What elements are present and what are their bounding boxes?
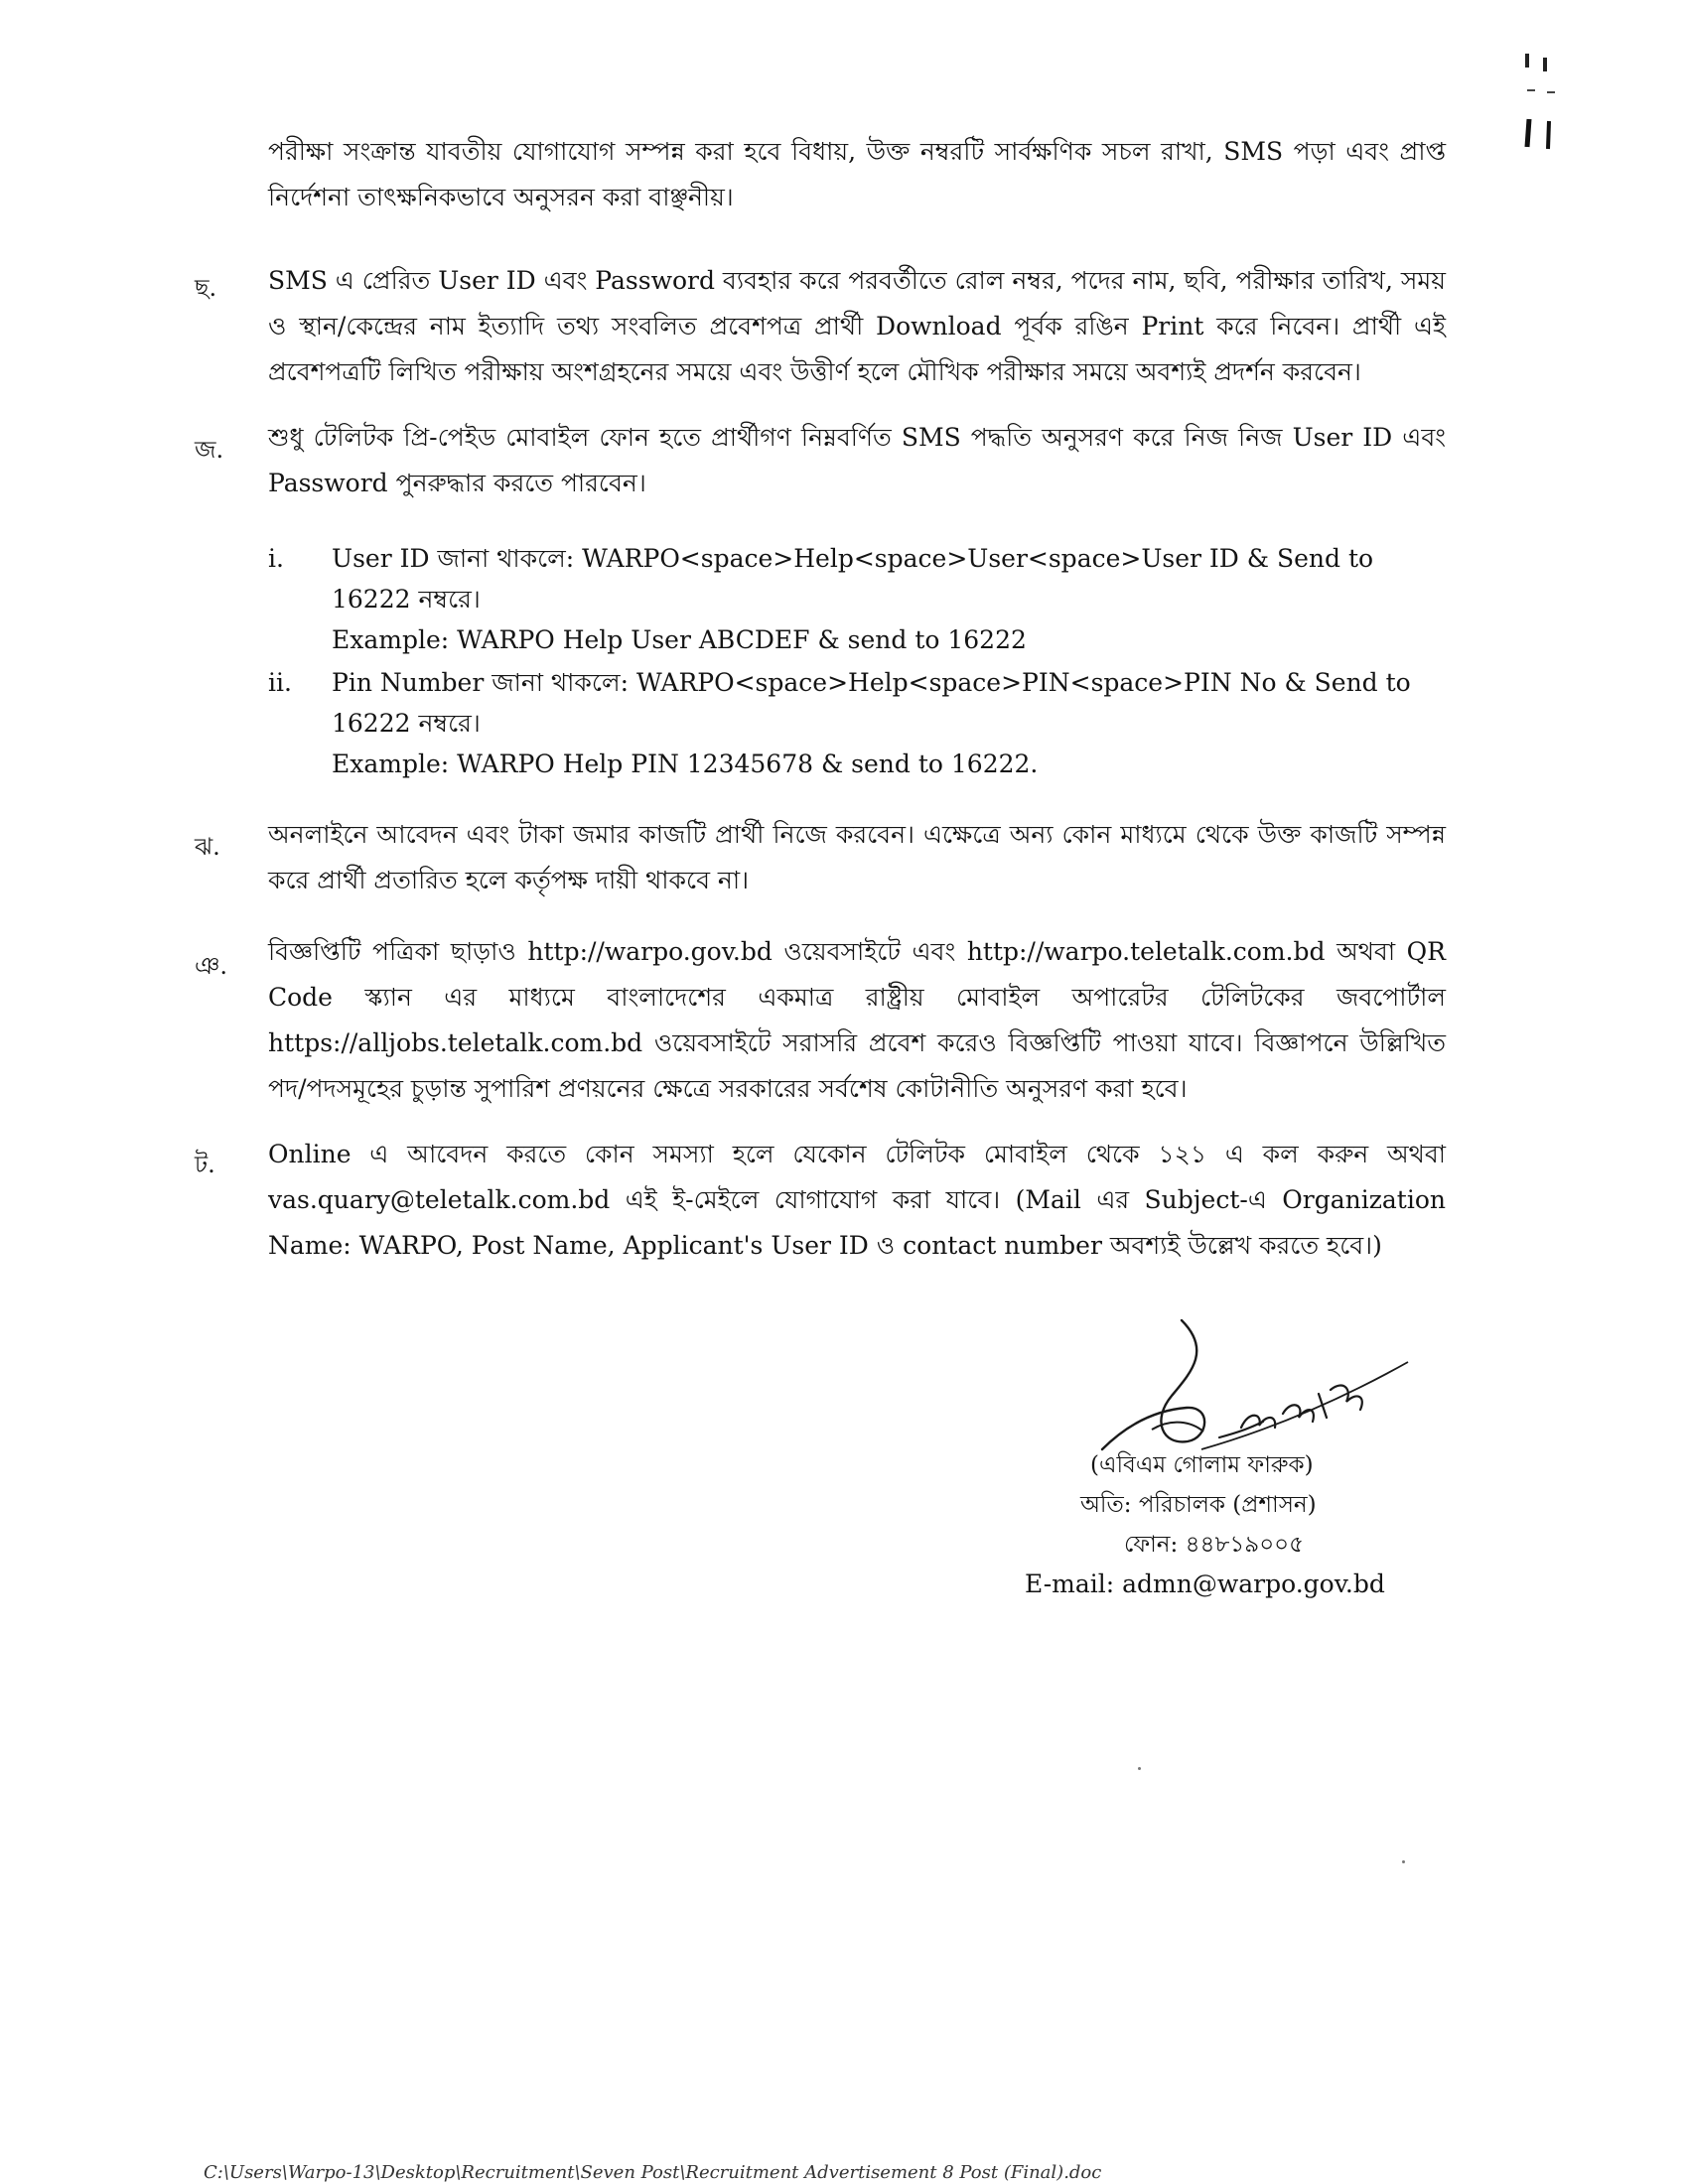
sms-step-item: [268, 662, 1446, 784]
item-nya-text: বিজ্ঞপ্তিটি পত্রিকা ছাড়াও http://warpo.gov.bd ওয়েবসাইটে এবং http://warpo.teletalk.com.bd অথবা QR Code স্ক্যান এর মাধ্যমে বাংলাদেশের একমাত্র রাষ্ট্রীয় মোবাইল অপারেটর টেলিটকের জবপোর্টাল https://alljobs.teletalk.com.bd ওয়েবসাইটে সরাসরি প্রবেশ করেও বিজ্ঞপ্তিটি পাওয়া যাবে। বিজ্ঞাপনে উল্লিখিত পদ/পদসমূহের চুড়ান্ত সুপারিশ প্রণয়নের ক্ষেত্রে সরকারের সর্বশেষ কোটানীতি অনুসরণ করা হবে।: [268, 937, 1446, 1103]
signature-block: [993, 1310, 1450, 1608]
handwritten-signature: [1092, 1310, 1410, 1459]
item-jha-paragraph: [268, 812, 1446, 903]
signatory-designation: অতি: পরিচালক (প্রশাসন): [1080, 1492, 1317, 1518]
signatory-phone: ফোন: ৪৪৮১৯০০৫: [1124, 1532, 1305, 1558]
item-ja-text: শুধু টেলিটক প্রি-পেইড মোবাইল ফোন হতে প্রার্থীগণ নিম্নবর্ণিত SMS পদ্ধতি অনুসরণ করে নিজ নিজ User ID এবং Password পুনরুদ্ধার করতে পারবেন।: [268, 423, 1446, 497]
signatory-email: E-mail: admn@warpo.gov.bd: [1025, 1570, 1385, 1598]
item-marker-chha: ছ.: [195, 274, 217, 302]
sms-step-numeral: ii.: [268, 668, 292, 697]
staple-marks: [1521, 48, 1561, 157]
item-chha-text: SMS এ প্রেরিত User ID এবং Password ব্যবহার করে পরবর্তীতে রোল নম্বর, পদের নাম, ছবি, পরীক্ষার তারিখ, সময় ও স্থান/কেন্দ্রের নাম ইত্যাদি তথ্য সংবলিত প্রবেশপত্র প্রার্থী Download পূর্বক রঙিন Print করে নিবেন। প্রার্থী এই প্রবেশপত্রটি লিখিত পরীক্ষায় অংশগ্রহনের সময়ে এবং উত্তীর্ণ হলে মৌখিক পরীক্ষার সময়ে অবশ্যই প্রদর্শন করবেন।: [268, 266, 1446, 386]
intro-paragraph: [268, 129, 1446, 220]
sms-step-text: User ID জানা থাকলে: WARPO<space>Help<space>User<space>User ID & Send to 16222 নম্বরে।: [332, 544, 1374, 614]
scan-speck: [1402, 1860, 1405, 1863]
intro-text: পরীক্ষা সংক্রান্ত যাবতীয় যোগাযোগ সম্পন্ন করা হবে বিধায়, উক্ত নম্বরটি সার্বক্ষণিক সচল রাখা, SMS পড়া এবং প্রাপ্ত নির্দেশনা তাৎক্ষনিকভাবে অনুসরন করা বাঞ্ছনীয়।: [268, 137, 1446, 211]
item-ta-paragraph: [268, 1132, 1446, 1269]
item-ja-paragraph: [268, 415, 1446, 506]
item-jha-text: অনলাইনে আবেদন এবং টাকা জমার কাজটি প্রার্থী নিজে করবেন। এক্ষেত্রে অন্য কোন মাধ্যমে থেকে উক্ত কাজটি সম্পন্ন করে প্রার্থী প্রতারিত হলে কর্তৃপক্ষ দায়ী থাকবে না।: [268, 820, 1446, 894]
scan-speck: [1138, 1767, 1141, 1770]
item-marker-ja: জ.: [195, 436, 224, 464]
item-ta-text: Online এ আবেদন করতে কোন সমস্যা হলে যেকোন টেলিটক মোবাইল থেকে ১২১ এ কল করুন অথবা vas.quary@teletalk.com.bd এই ই-মেইলে যোগাযোগ করা যাবে। (Mail এর Subject-এ Organization Name: WARPO, Post Name, Applicant's User ID ও contact number অবশ্যই উল্লেখ করতে হবে।): [268, 1140, 1446, 1260]
sms-step-text: Pin Number জানা থাকলে: WARPO<space>Help<space>PIN<space>PIN No & Send to 16222 নম্বরে।: [332, 668, 1411, 738]
sms-steps-list: [268, 538, 1446, 786]
item-chha-paragraph: [268, 258, 1446, 395]
sms-step-item: [268, 538, 1446, 660]
item-nya-paragraph: [268, 929, 1446, 1112]
sms-step-example: Example: WARPO Help PIN 12345678 & send to 16222.: [332, 750, 1039, 778]
footer-file-path: C:\Users\Warpo-13\Desktop\Recruitment\Seven Post\Recruitment Advertisement 8 Post (Final).doc: [204, 2162, 1102, 2183]
item-marker-nya: ঞ.: [195, 952, 227, 980]
sms-step-example: Example: WARPO Help User ABCDEF & send to 16222: [332, 625, 1027, 654]
signatory-name: (এবিএম গোলাম ফারুক): [1090, 1452, 1314, 1478]
item-marker-ta: ট.: [195, 1151, 215, 1178]
sms-step-numeral: i.: [268, 544, 284, 573]
item-marker-jha: ঝ.: [195, 833, 220, 861]
